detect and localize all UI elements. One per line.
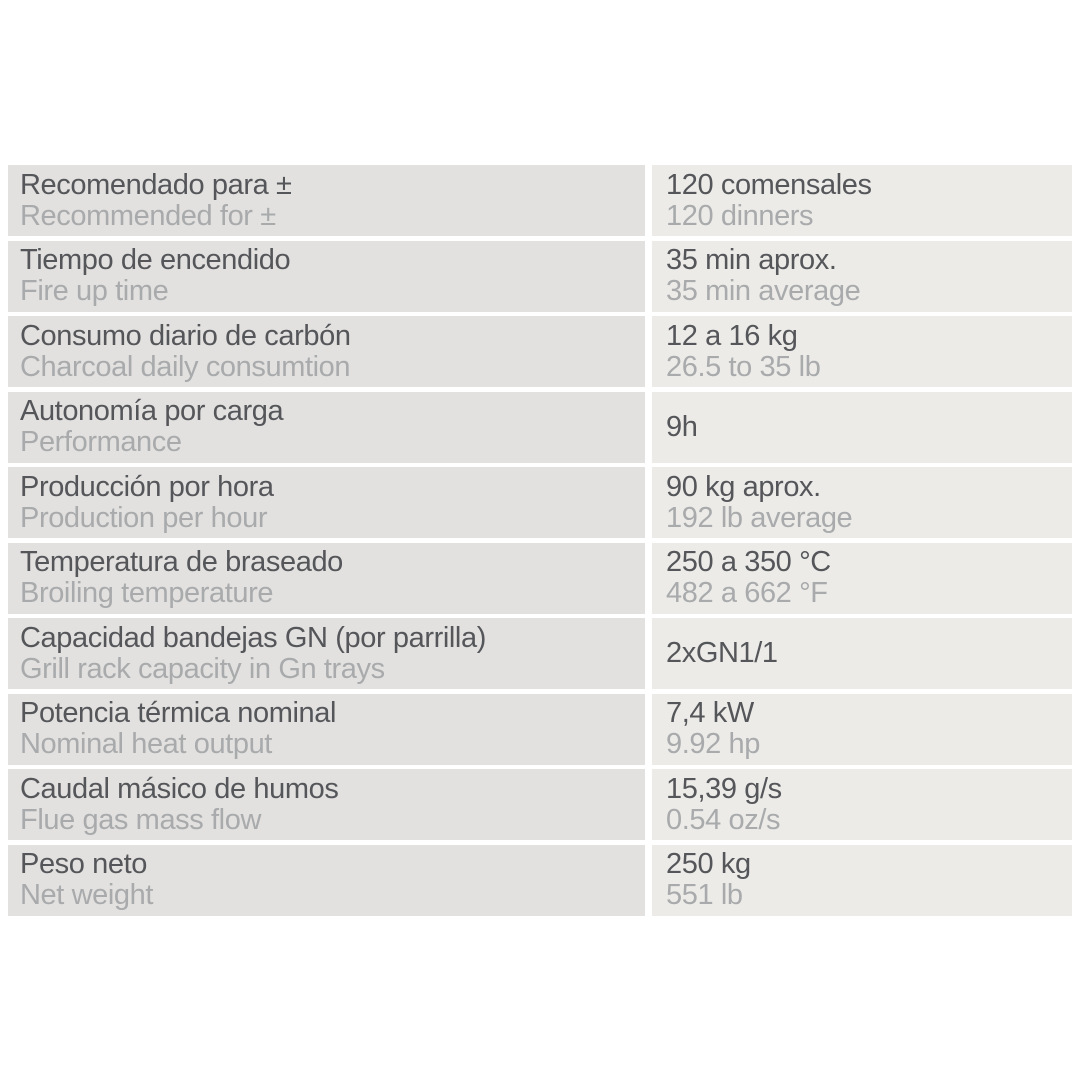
- spec-label-en: Grill rack capacity in Gn trays: [20, 652, 385, 685]
- spec-label-es: Consumo diario de carbón: [20, 319, 351, 352]
- spec-value-cell: [652, 618, 1072, 689]
- spec-value-primary: 12 a 16 kg: [666, 319, 798, 352]
- spec-label-es: Producción por hora: [20, 470, 274, 503]
- spec-label-es: Temperatura de braseado: [20, 546, 343, 578]
- spec-value-primary: 7,4 kW: [666, 697, 754, 729]
- spec-value-cell: [652, 467, 1072, 538]
- spec-label-en: Charcoal daily consumtion: [20, 350, 351, 383]
- spec-value-primary: 250 kg: [666, 848, 751, 880]
- spec-label-en: Fire up time: [20, 275, 169, 307]
- spec-value-cell: [652, 241, 1072, 312]
- spec-value-primary: 120 comensales: [666, 168, 872, 201]
- spec-value-cell: [652, 845, 1072, 916]
- spec-row: [8, 316, 1072, 387]
- spec-row: [8, 467, 1072, 538]
- spec-value-secondary: 482 a 662 °F: [666, 577, 828, 609]
- spec-label-en: Performance: [20, 426, 182, 458]
- spec-value-cell: [652, 392, 1072, 463]
- spec-value-primary: 35 min aprox.: [666, 244, 837, 276]
- spec-value-secondary: 0.54 oz/s: [666, 803, 781, 836]
- spec-label-es: Peso neto: [20, 848, 147, 880]
- spec-value-secondary: 9.92 hp: [666, 728, 760, 760]
- spec-row: [8, 618, 1072, 689]
- spec-row: [8, 392, 1072, 463]
- spec-label-cell: [8, 845, 645, 916]
- spec-value-secondary: 551 lb: [666, 879, 743, 911]
- spec-label-en: Recommended for ±: [20, 199, 276, 232]
- spec-row: [8, 543, 1072, 614]
- spec-label-cell: [8, 316, 645, 387]
- spec-value-primary: 90 kg aprox.: [666, 470, 821, 503]
- spec-label-cell: [8, 165, 645, 236]
- spec-value-primary: 9h: [666, 410, 698, 443]
- spec-label-cell: [8, 543, 645, 614]
- spec-label-es: Potencia térmica nominal: [20, 697, 336, 729]
- spec-label-cell: [8, 769, 645, 840]
- spec-label-es: Capacidad bandejas GN (por parrilla): [20, 621, 486, 654]
- spec-value-secondary: 192 lb average: [666, 501, 853, 534]
- spec-label-cell: [8, 392, 645, 463]
- spec-value-cell: [652, 694, 1072, 765]
- spec-label-es: Recomendado para ±: [20, 168, 292, 201]
- spec-value-primary: 250 a 350 °C: [666, 546, 831, 578]
- spec-row: [8, 769, 1072, 840]
- spec-value-cell: [652, 316, 1072, 387]
- spec-label-cell: [8, 241, 645, 312]
- spec-label-cell: [8, 467, 645, 538]
- spec-label-es: Tiempo de encendido: [20, 244, 291, 276]
- spec-value-primary: 2xGN1/1: [666, 637, 778, 669]
- spec-value-cell: [652, 769, 1072, 840]
- spec-label-cell: [8, 694, 645, 765]
- spec-value-cell: [652, 165, 1072, 236]
- spec-value-secondary: 35 min average: [666, 275, 861, 307]
- spec-row: [8, 165, 1072, 236]
- spec-row: [8, 694, 1072, 765]
- spec-value-secondary: 26.5 to 35 lb: [666, 350, 821, 383]
- spec-label-en: Nominal heat output: [20, 728, 272, 760]
- spec-label-es: Caudal másico de humos: [20, 772, 339, 805]
- spec-label-es: Autonomía por carga: [20, 395, 284, 427]
- spec-row: [8, 845, 1072, 916]
- spec-table: [8, 165, 1072, 916]
- spec-label-cell: [8, 618, 645, 689]
- spec-value-cell: [652, 543, 1072, 614]
- spec-row: [8, 241, 1072, 312]
- spec-label-en: Broiling temperature: [20, 577, 274, 609]
- spec-label-en: Production per hour: [20, 501, 268, 534]
- spec-value-secondary: 120 dinners: [666, 199, 814, 232]
- spec-value-primary: 15,39 g/s: [666, 772, 782, 805]
- spec-label-en: Net weight: [20, 879, 154, 911]
- spec-label-en: Flue gas mass flow: [20, 803, 261, 836]
